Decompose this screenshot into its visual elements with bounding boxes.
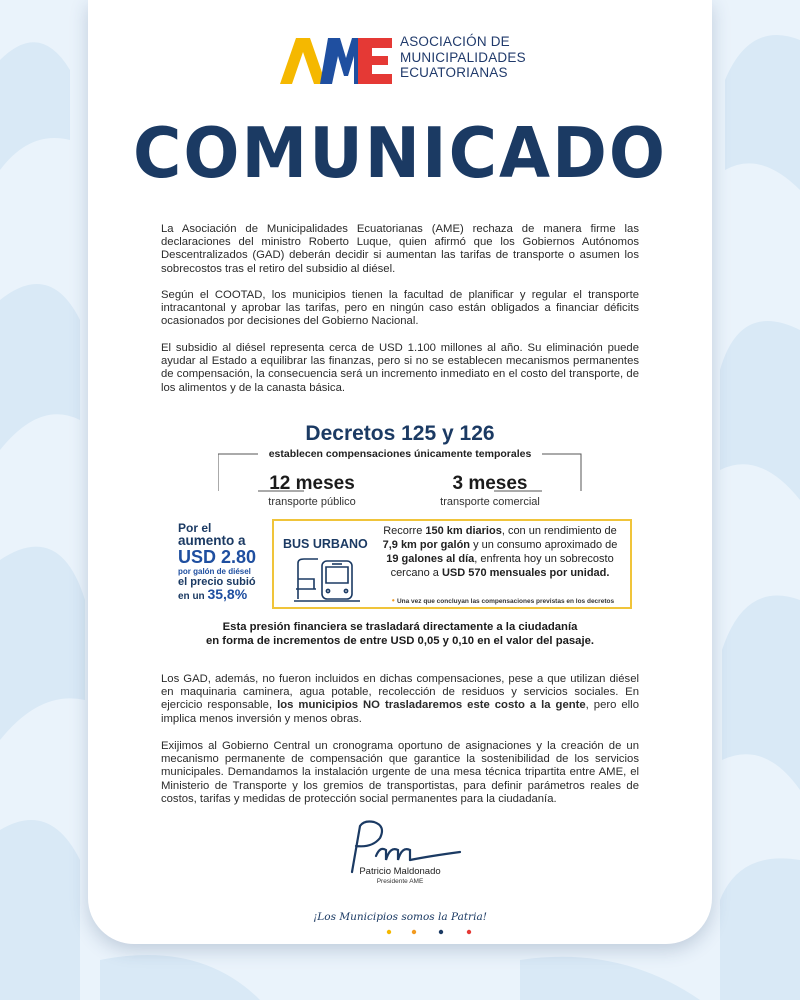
bus-description: Recorre 150 km diarios, con un rendimiento de 7,9 km por galón y un consumo aproximado de 19 galones al día, enfrenta hoy un sobrecosto cercano a USD 570 mensuales por unidad. bbox=[382, 525, 618, 579]
signatory-role: Presidente AME bbox=[376, 878, 424, 885]
brand-dots-icon bbox=[384, 929, 474, 935]
duration-value: 3 meses bbox=[452, 473, 528, 494]
paragraph-4: Los GAD, además, no fueron incluidos en dichas compensaciones, pese a que utilizan diésel en maquinaria caminera, agua potable, recolección de residuos y servicios sociales. En ejercicio responsable, los municipios NO trasladaremos este costo a la gente, pero ello implica menos inversión y menos obras. bbox=[161, 673, 639, 725]
duration-label: transporte público bbox=[268, 496, 356, 508]
ame-logo-text: ASOCIACIÓN DE MUNICIPALIDADES ECUATORIANAS bbox=[400, 34, 526, 80]
bus-stop-icon bbox=[292, 553, 362, 603]
bus-footnote: • Una vez que concluyan las compensaciones previstas en los decretos bbox=[391, 596, 615, 605]
page-title: COMUNICADO bbox=[132, 113, 667, 194]
duration-label: transporte comercial bbox=[440, 496, 540, 508]
duration-commercial-transport bbox=[410, 473, 570, 509]
paragraph-2: Según el COOTAD, los municipios tienen la facultad de planificar y regular el transporte intracantonal y aprobar las tarifas, pero en ningún caso están obligados a financiar déficits ocasionados por decisiones del Gobierno Nacional. bbox=[161, 289, 639, 328]
bus-title: BUS URBANO bbox=[283, 537, 368, 551]
price-increase-callout: Por el aumento a USD 2.80 por galón de diésel el precio subió en un 35,8% bbox=[178, 521, 257, 602]
duration-value: 12 meses bbox=[269, 473, 355, 494]
decretos-title: Decretos 125 y 126 bbox=[305, 422, 495, 445]
duration-public-transport bbox=[232, 473, 392, 509]
paragraph-1: La Asociación de Municipalidades Ecuatorianas (AME) rechaza de manera firme las declaraciones del ministro Roberto Luque, quien afirmó que los Gobiernos Autónomos Descentralizados (GAD) deberán decidir si aumentan las tarifas de transporte o asumen los sobrecostos tras el retiro del subsidio al diésel. bbox=[161, 223, 639, 275]
decretos-subtitle: establecen compensaciones únicamente temporales bbox=[268, 448, 532, 460]
signatory-name: Patricio Maldonado bbox=[359, 866, 441, 877]
paragraph-5: Exijimos al Gobierno Central un cronograma oportuno de asignaciones y la creación de un mecanismo permanente de compensación que garantice la sostenibilidad de los servicios municipales. Demandamos la instalación urgente de una mesa técnica tripartita entre AME, el Ministerio de Transporte y los gremios de transportistas, para definir parámetros reales de costos, tarifas y medidas de protección social permanentes para la ciudadanía. bbox=[161, 740, 639, 805]
ame-logo-icon bbox=[280, 34, 392, 84]
paragraph-3: El subsidio al diésel representa cerca de USD 1.100 millones al año. Su eliminación puede ayudar al Estado a equilibrar las finanzas, pero si no se establecen mecanismos permanentes de compensación, la consecuencia será un incremento inmediato en el costo del transporte, de los alimentos y de la canasta básica. bbox=[161, 342, 639, 394]
financial-pressure-statement: Esta presión financiera se trasladará directamente a la ciudadanía en forma de incrementos de entre USD 0,05 y 0,10 en el valor del pasaje. bbox=[205, 621, 595, 647]
slogan: ¡Los Municipios somos la Patria! bbox=[313, 911, 487, 923]
